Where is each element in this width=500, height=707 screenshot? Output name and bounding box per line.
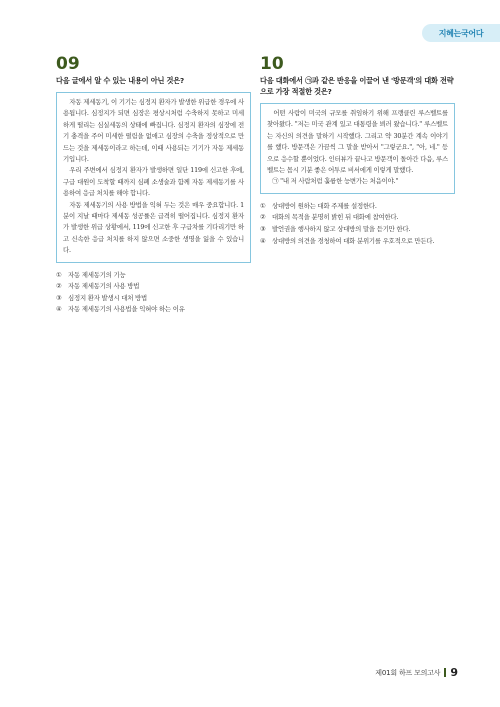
question-10 [260,55,455,254]
answer-option[interactable]: ③ 발언권을 행사하지 않고 상대방의 말을 듣기만 한다. [260,225,411,234]
question-9 [56,55,251,322]
quoted-line: ㉠ "내 저 사람처럼 훌륭한 능변가는 처음이야." [272,177,399,186]
question-prompt: 다음 대화에서 ㉠과 같은 반응을 이끌어 낸 '방문객'의 대화 전략으로 가장 적절한 것은? [260,76,454,96]
answer-option[interactable]: ② 자동 제세동기의 사용 방법 [56,282,140,291]
passage-box [260,103,455,194]
answer-option[interactable]: ① 자동 제세동기의 기능 [56,270,126,279]
exam-series-label: 제01회 하프 모의고사 [375,668,441,677]
chapter-tab: 지혜는국어다 [422,24,500,42]
question-number: 10 [260,54,284,74]
question-prompt: 다음 글에서 알 수 있는 내용이 아닌 것은? [56,76,184,85]
passage-box [56,92,251,263]
answer-options [260,201,455,247]
page-number: 9 [450,666,458,679]
answer-option[interactable]: ② 대화의 목적을 분명히 밝힌 뒤 대화에 참여한다. [260,213,399,222]
answer-option[interactable]: ④ 상대방의 의견을 경청하여 대화 분위기를 우호적으로 만든다. [260,236,435,245]
passage-paragraph: 우리 주변에서 심정지 환자가 발생하면 일단 119에 신고한 후에, 구급 대원이 도착할 때까지 심폐 소생술과 함께 자동 제세동기를 사용하여 응급 처치를 해야 합니다. [63,166,244,198]
answer-option[interactable]: ④ 자동 제세동기의 사용법을 익혀야 하는 이유 [56,305,185,314]
passage-paragraph: 자동 제세동기, 이 기기는 심정지 환자가 발생한 위급한 경우에 사용됩니다. 심정지가 되면 심장은 평상시처럼 수축하지 못하고 미세하게 떨리는 심실세동의 상태에 빠집니다. 심정지 환자의 심장에 전기 충격을 주어 미세한 떨림을 없애고 심장의 수축을 정상적으로 만드는 것을 제세동이라고 하는데, 이때 사용되는 기기가 자동 제세동기입니다. [63,98,244,164]
answer-option[interactable]: ① 상대방이 원하는 대화 주제를 설정한다. [260,201,377,210]
passage-paragraph: 어떤 사람이 미국의 규모를 취임하기 위해 프랭클린 루스벨트를 찾아왔다. "저는 미국 관계 있고 대통령을 뵈러 왔습니다." 루스벨트는 자신의 의견을 말하기 시작했다. 그리고 약 30분간 계속 이야기를 했다. 방문객은 가끔씩 그 말을 받아서 "그렇군요.", "아, 네." 등으로 응수할 뿐이었다. 인터뷰가 끝나고 방문객이 돌아간 다음, 루스벨트는 몹시 기분 좋은 어투로 비서에게 이렇게 말했다. [267,109,448,175]
question-number: 09 [56,54,80,74]
passage-paragraph: 자동 제세동기의 사용 방법을 익혀 두는 것은 매우 중요합니다. 1분이 지날 때마다 제세동 성공률은 급격히 떨어집니다. 심정지 환자가 발생한 위급 상황에서, 119에 신고한 후 구급차를 기다리기만 하고 신속한 응급 처치를 하지 않으면 소중한 생명을 잃을 수 있습니다. [63,200,244,255]
footer-divider [444,668,446,677]
answer-option[interactable]: ③ 심정지 환자 발생시 대처 방법 [56,293,148,302]
answer-options [56,270,251,316]
page-footer [375,666,458,679]
